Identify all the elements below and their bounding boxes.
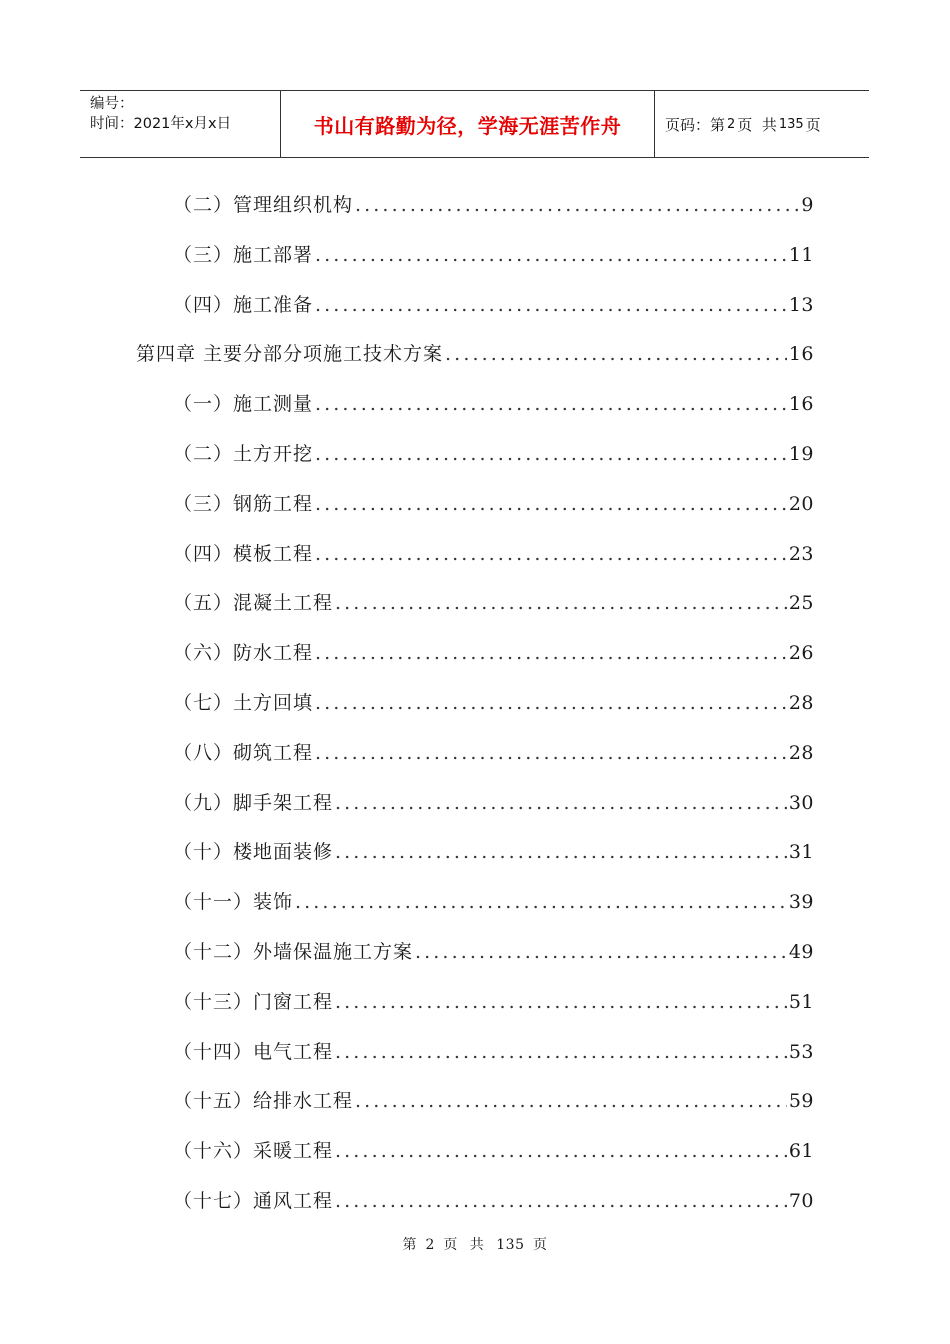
toc-entry[interactable] [173,1134,814,1164]
toc-dot-leader [335,1039,787,1065]
toc-entry-title: （十七）通风工程 [173,1190,334,1212]
header-page-cell [655,91,869,157]
toc-entry-page-number: 16 [788,393,814,416]
toc-entry-page-number: 13 [788,293,814,316]
toc-entry[interactable] [173,387,814,417]
toc-entry-page-number: 11 [788,243,814,266]
toc-entry[interactable] [173,935,814,965]
toc-entry[interactable] [173,885,814,915]
toc-dot-leader [315,640,787,666]
toc-dot-leader [315,541,787,567]
toc-entry[interactable] [136,337,814,367]
toc-entry[interactable] [173,537,814,567]
toc-entry-title: （十三）门窗工程 [173,990,334,1013]
toc-entry[interactable] [173,586,814,616]
toc-entry[interactable] [173,238,814,268]
toc-dot-leader [445,341,787,367]
toc-dot-leader [355,192,799,218]
toc-dot-leader [315,242,787,268]
toc-dot-leader [335,1188,787,1214]
toc-entry-page-number: 70 [788,1190,814,1212]
toc-dot-leader [315,491,787,517]
motto-text: 书山有路勤为径，学海无涯苦作舟 [313,113,622,138]
toc-entry-title: （三）施工部署 [173,243,314,266]
footer-suffix: 页 [532,1237,548,1253]
toc-entry-page-number: 23 [788,542,814,565]
toc-entry-page-number: 30 [788,791,814,814]
toc-entry-title: 第四章 主要分部分项施工技术方案 [136,343,444,366]
toc-entry-title: （十四）电气工程 [173,1040,334,1063]
header-page-suffix: 页 [805,115,821,134]
toc-entry-title: （十）楼地面装修 [173,841,334,864]
toc-entry-title: （四）施工准备 [173,293,314,316]
toc-entry-title: （七）土方回填 [173,692,314,714]
page-footer [0,1234,950,1254]
toc-entry[interactable] [173,1035,814,1065]
footer-prefix: 第 [402,1237,418,1253]
toc-dot-leader [335,989,787,1015]
toc-entry-title: （二）土方开挖 [173,443,314,465]
toc-entry-page-number: 61 [788,1140,814,1163]
toc-entry-page-number: 31 [788,841,814,864]
toc-entry[interactable] [173,636,814,666]
toc-entry-page-number: 26 [788,642,814,665]
toc-entry[interactable] [173,835,814,865]
toc-entry-page-number: 25 [788,592,814,615]
toc-entry-page-number: 16 [788,343,814,366]
header-page-current: 2 [727,116,736,132]
toc-entry-title: （十一）装饰 [173,891,294,914]
toc-entry-title: （一）施工测量 [173,393,314,416]
toc-dot-leader [335,839,787,865]
toc-entry-page-number: 28 [788,741,814,764]
toc-dot-leader [315,441,787,467]
toc-entry-title: （五）混凝土工程 [173,592,334,615]
toc-entry[interactable] [173,1184,814,1214]
toc-entry[interactable] [173,487,814,517]
toc-dot-leader [315,391,787,417]
footer-middle: 页 共 [443,1237,488,1253]
toc-entry-page-number: 59 [788,1090,814,1113]
header-page-prefix: 页码：第 [665,115,726,134]
toc-dot-leader [295,889,787,915]
toc-entry[interactable] [173,437,814,467]
toc-entry-page-number: 51 [788,990,814,1013]
toc-entry-title: （十二）外墙保温施工方案 [173,941,414,963]
toc-entry-title: （十六）采暖工程 [173,1140,334,1163]
toc-entry-title: （六）防水工程 [173,642,314,665]
toc-entry[interactable] [173,686,814,716]
toc-entry-page-number: 28 [788,692,814,714]
toc-entry[interactable] [173,736,814,766]
header-motto-cell [281,91,655,157]
toc-entry-title: （二）管理组织机构 [173,194,354,216]
toc-entry[interactable] [173,985,814,1015]
toc-entry-title: （三）钢筋工程 [173,492,314,515]
toc-entry-page-number: 20 [788,492,814,515]
footer-page-total: 135 [496,1237,525,1253]
toc-entry-page-number: 9 [801,194,814,216]
date-label: 时间：2021年x月x日 [90,116,232,132]
toc-dot-leader [315,690,787,716]
toc-entry-title: （八）砌筑工程 [173,741,314,764]
toc-dot-leader [335,590,787,616]
toc-dot-leader [335,1138,787,1164]
header-page-total: 135 [778,116,804,132]
footer-page-current: 2 [425,1237,435,1253]
toc-dot-leader [315,292,787,318]
page-header [80,90,869,158]
toc-entry-page-number: 49 [788,941,814,963]
toc-entry-title: （九）脚手架工程 [173,791,334,814]
toc-dot-leader [355,1088,787,1114]
toc-entry[interactable] [173,1084,814,1114]
toc-entry-page-number: 19 [788,443,814,465]
toc-dot-leader [335,790,787,816]
header-page-middle: 页 共 [737,115,777,134]
toc-entry[interactable] [173,288,814,318]
toc-entry-title: （十五）给排水工程 [173,1090,354,1113]
toc-dot-leader [415,939,787,965]
toc-dot-leader [315,740,787,766]
toc-entry-page-number: 53 [788,1040,814,1063]
toc-entry[interactable] [173,188,814,218]
serial-number-label: 编号： [90,96,134,112]
toc-entry-title: （四）模板工程 [173,542,314,565]
header-meta-cell [80,91,281,157]
toc-entry[interactable] [173,786,814,816]
toc-entry-page-number: 39 [788,891,814,914]
